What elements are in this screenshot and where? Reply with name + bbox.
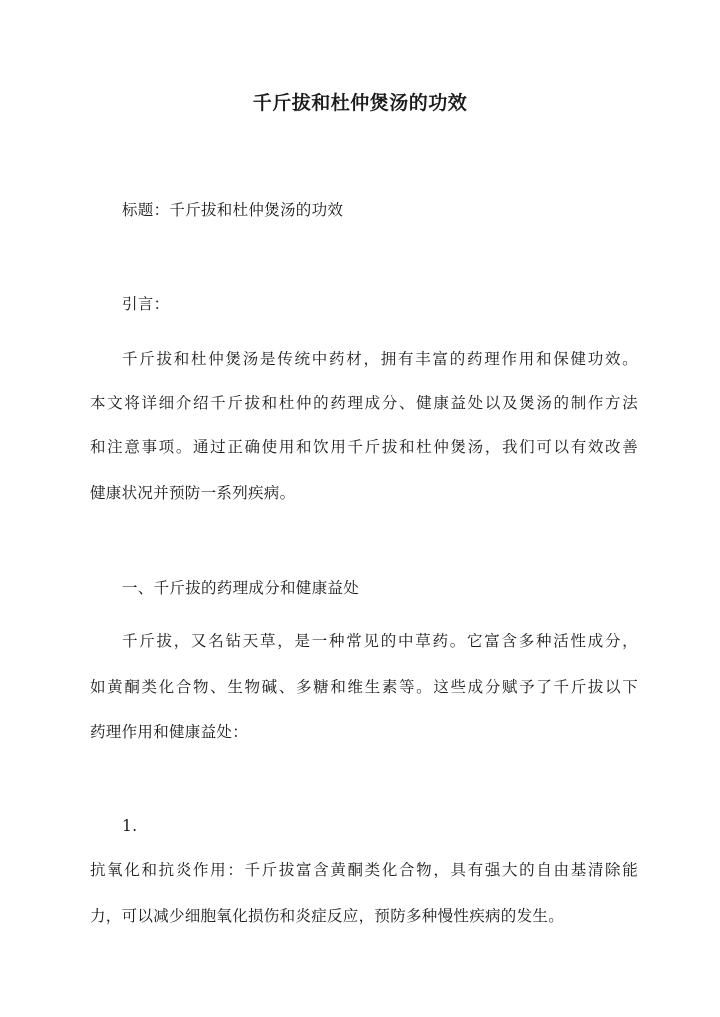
list-item-1-line-2: 力，可以减少细胞氧化损伤和炎症反应，预防多种慢性疾病的发生。	[90, 907, 565, 925]
section1-paragraph-line-2: 如黄酮类化合物、生物碱、多糖和维生素等。这些成分赋予了千斤拔以下	[90, 678, 638, 696]
section1-heading: 一、千斤拔的药理成分和健康益处	[122, 579, 360, 597]
intro-paragraph-line-1: 千斤拔和杜仲煲汤是传统中药材，拥有丰富的药理作用和保健功效。	[122, 350, 638, 368]
document-title: 千斤拔和杜仲煲汤的功效	[252, 92, 468, 114]
intro-paragraph-line-4: 健康状况并预防一系列疾病。	[90, 484, 296, 502]
list-number: 1.	[122, 817, 138, 835]
section1-paragraph-line-3: 药理作用和健康益处：	[90, 723, 249, 741]
section1-paragraph-line-1: 千斤拔，又名钻天草，是一种常见的中草药。它富含多种活性成分，	[122, 632, 638, 650]
list-item-1-line-1: 抗氧化和抗炎作用：千斤拔富含黄酮类化合物，具有强大的自由基清除能	[90, 861, 638, 879]
intro-heading: 引言：	[122, 295, 170, 313]
subtitle-line: 标题：千斤拔和杜仲煲汤的功效	[122, 201, 344, 219]
intro-paragraph-line-3: 和注意事项。通过正确使用和饮用千斤拔和杜仲煲汤，我们可以有效改善	[90, 438, 638, 456]
intro-paragraph-line-2: 本文将详细介绍千斤拔和杜仲的药理成分、健康益处以及煲汤的制作方法	[90, 394, 638, 412]
